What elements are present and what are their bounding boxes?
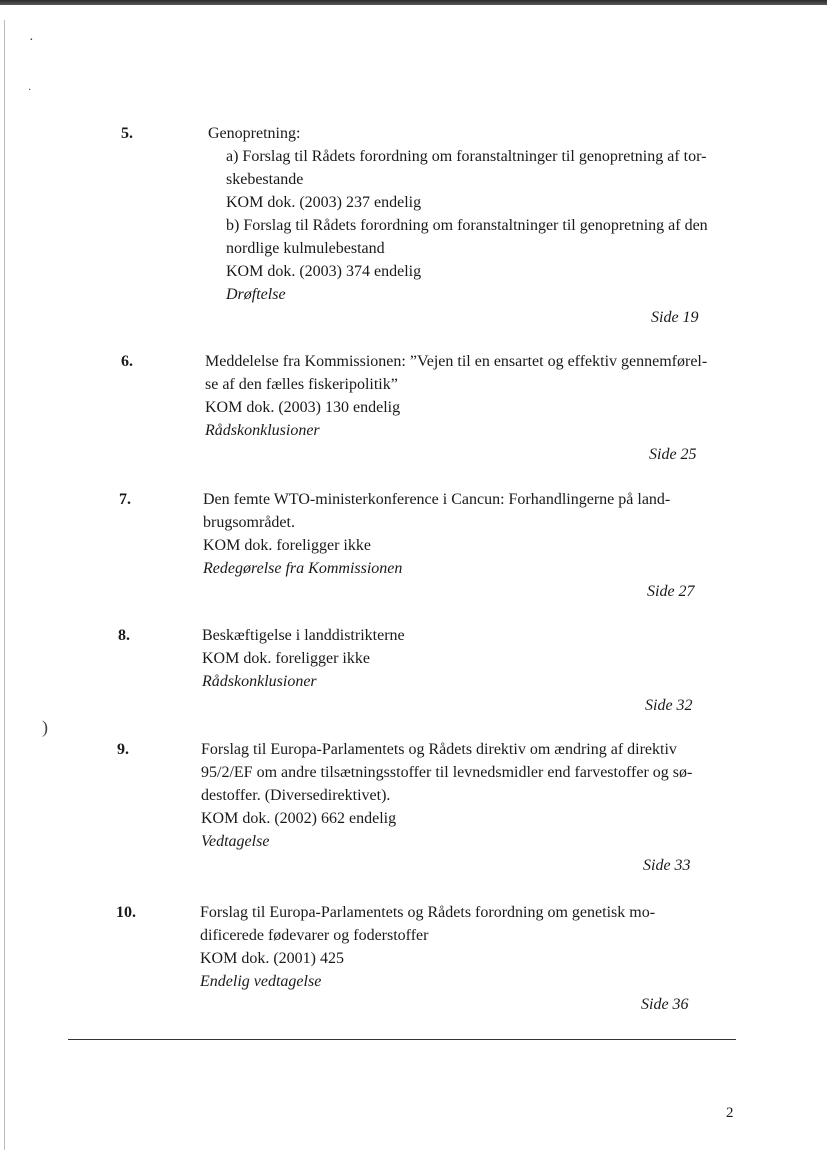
item-text-line: se af den fælles fiskeripolitik” (205, 376, 398, 393)
item-text-line: Beskæftigelse i landdistrikterne (202, 627, 405, 644)
item-number: 7. (119, 491, 131, 508)
item-text-line: skebestande (226, 171, 304, 188)
item-text-line: KOM dok. foreligger ikke (203, 537, 371, 554)
item-text-line: Meddelelse fra Kommissionen: ”Vejen til en ensartet og effektiv gennemførel- (205, 353, 708, 370)
bottom-rule (68, 1039, 736, 1040)
item-status: Rådskonklusioner (202, 673, 317, 690)
item-text-line: Forslag til Europa-Parlamentets og Rådets direktiv om ændring af direktiv (201, 741, 677, 758)
item-page-ref: Side 27 (647, 583, 695, 600)
top-scan-rule (0, 0, 827, 5)
left-scan-edge (4, 20, 5, 1150)
item-text-line: 95/2/EF om andre tilsætningsstoffer til levnedsmidler end farvestoffer og sø- (201, 764, 693, 781)
item-text-line: Forslag til Europa-Parlamentets og Rådets forordning om genetisk mo- (200, 904, 656, 921)
item-text-line: KOM dok. (2003) 237 endelig (226, 194, 422, 211)
item-text-line: Den femte WTO-ministerkonference i Cancun: Forhandlingerne på land- (203, 491, 671, 508)
item-status: Drøftelse (226, 286, 286, 303)
item-number: 9. (117, 741, 129, 758)
scan-speck: ) (42, 717, 48, 737)
item-page-ref: Side 36 (641, 996, 689, 1013)
item-status: Redegørelse fra Kommissionen (203, 560, 403, 577)
item-page-ref: Side 25 (649, 446, 697, 463)
item-text-line: b) Forslag til Rådets forordning om foranstaltninger til genopretning af den (226, 217, 708, 234)
item-status: Rådskonklusioner (205, 422, 320, 439)
item-number: 10. (116, 904, 136, 921)
item-number: 8. (118, 627, 130, 644)
page-number: 2 (726, 1105, 734, 1121)
item-text-line: destoffer. (Diversedirektivet). (201, 787, 391, 804)
item-page-ref: Side 32 (645, 697, 693, 714)
item-number: 5. (121, 125, 133, 142)
item-text-line: KOM dok. (2002) 662 endelig (201, 810, 397, 827)
item-status: Endelig vedtagelse (200, 973, 322, 990)
item-text-line: Genopretning: (208, 125, 301, 142)
item-number: 6. (121, 353, 133, 370)
item-status: Vedtagelse (201, 833, 270, 850)
item-text-line: a) Forslag til Rådets forordning om foranstaltninger til genopretning af tor- (226, 148, 707, 165)
scan-speck: · (29, 33, 34, 48)
scan-speck: · (28, 85, 32, 96)
item-text-line: KOM dok. (2003) 130 endelig (205, 399, 401, 416)
item-page-ref: Side 19 (651, 309, 699, 326)
item-text-line: KOM dok. (2003) 374 endelig (226, 263, 422, 280)
item-text-line: dificerede fødevarer og foderstoffer (200, 927, 429, 944)
item-text-line: KOM dok. foreligger ikke (202, 650, 370, 667)
item-text-line: brugsområdet. (203, 514, 295, 531)
item-text-line: nordlige kulmulebestand (226, 240, 385, 257)
item-page-ref: Side 33 (643, 857, 691, 874)
item-text-line: KOM dok. (2001) 425 (200, 950, 344, 967)
